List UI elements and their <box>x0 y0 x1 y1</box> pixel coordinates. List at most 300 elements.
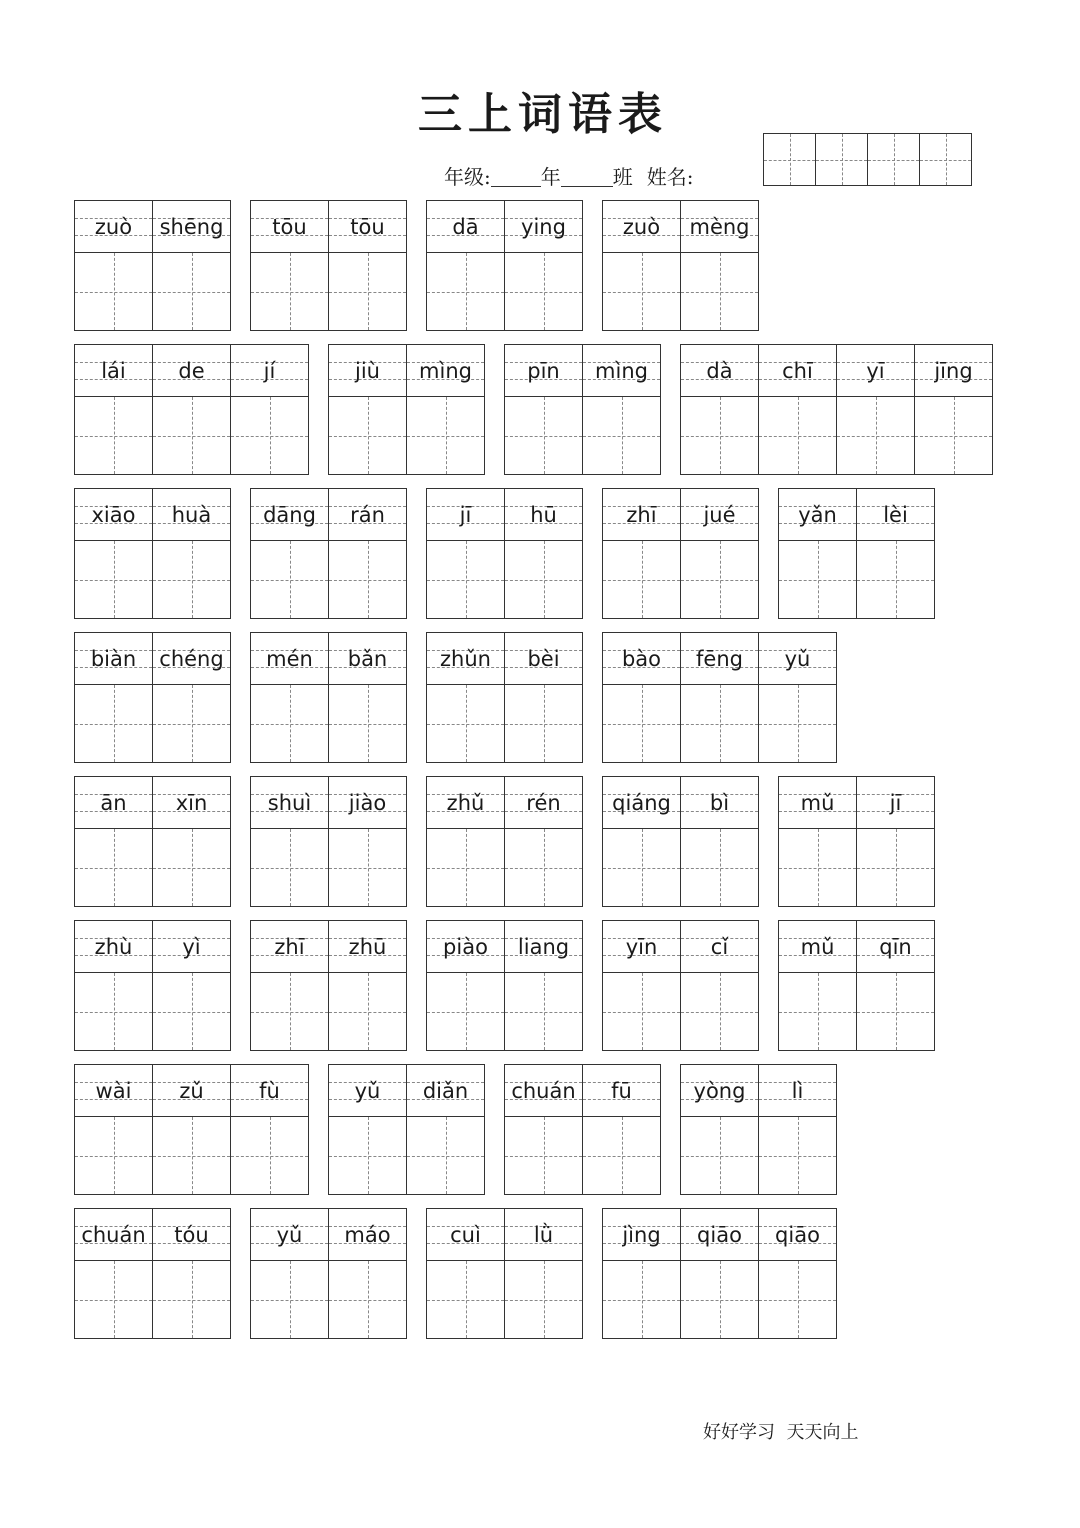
hanzi-writing-box[interactable] <box>505 1261 582 1338</box>
pinyin-box <box>75 1209 152 1261</box>
pinyin-text: yǔ <box>784 646 811 671</box>
pinyin-box <box>427 1209 504 1261</box>
pinyin-box <box>329 201 406 253</box>
pinyin-box <box>857 777 934 829</box>
hanzi-writing-box[interactable] <box>857 541 934 618</box>
character-cell <box>681 777 759 906</box>
character-cell <box>759 345 837 474</box>
pinyin-box <box>407 1065 484 1117</box>
hanzi-writing-box[interactable] <box>915 397 992 474</box>
hanzi-writing-box[interactable] <box>427 685 504 762</box>
hanzi-writing-box[interactable] <box>779 541 856 618</box>
hanzi-writing-box[interactable] <box>427 1261 504 1338</box>
hanzi-writing-box[interactable] <box>681 829 758 906</box>
pinyin-box <box>681 489 758 541</box>
hanzi-writing-box[interactable] <box>759 1261 836 1338</box>
student-info-row <box>444 158 694 192</box>
pinyin-box <box>407 345 484 397</box>
name-writing-grid[interactable] <box>763 133 972 186</box>
hanzi-writing-box[interactable] <box>251 253 328 330</box>
character-cell <box>759 1209 837 1338</box>
word-group <box>74 1064 309 1195</box>
pinyin-text: zhū <box>348 934 387 959</box>
word-row <box>74 920 935 1051</box>
hanzi-writing-box[interactable] <box>251 973 328 1050</box>
pinyin-text: shuì <box>267 790 312 815</box>
character-cell <box>427 921 505 1050</box>
pinyin-text: jiù <box>355 358 380 383</box>
pinyin-text: zhǔ <box>446 790 485 815</box>
pinyin-text: huà <box>171 502 212 527</box>
character-cell <box>75 489 153 618</box>
pinyin-box <box>329 489 406 541</box>
hanzi-writing-box[interactable] <box>681 1117 758 1194</box>
pinyin-box <box>603 777 680 829</box>
hanzi-writing-box[interactable] <box>603 1261 680 1338</box>
pinyin-text: chéng <box>159 646 224 671</box>
pinyin-box <box>153 633 230 685</box>
character-cell <box>251 633 329 762</box>
hanzi-writing-box[interactable] <box>603 253 680 330</box>
hanzi-writing-box[interactable] <box>153 829 230 906</box>
pinyin-box <box>505 633 582 685</box>
pinyin-text: jī <box>459 502 472 527</box>
hanzi-writing-box[interactable] <box>75 397 152 474</box>
character-cell <box>779 777 857 906</box>
pinyin-box <box>329 921 406 973</box>
hanzi-writing-box[interactable] <box>153 541 230 618</box>
footer-motto: 好好学习 天天向上 <box>703 1422 859 1443</box>
word-row <box>74 488 935 619</box>
class-blank[interactable] <box>561 164 613 187</box>
pinyin-box <box>427 201 504 253</box>
hanzi-writing-box[interactable] <box>759 397 836 474</box>
hanzi-writing-box[interactable] <box>407 1117 484 1194</box>
pinyin-box <box>75 1065 152 1117</box>
pinyin-text: yòng <box>693 1078 746 1103</box>
pinyin-text: shēng <box>159 214 224 239</box>
hanzi-writing-box[interactable] <box>329 1261 406 1338</box>
character-cell <box>505 1209 583 1338</box>
hanzi-writing-box[interactable] <box>329 829 406 906</box>
word-group <box>778 776 935 907</box>
word-group <box>680 1064 837 1195</box>
pinyin-box <box>153 345 230 397</box>
word-group <box>426 776 583 907</box>
word-group <box>74 200 231 331</box>
word-group <box>778 488 935 619</box>
hanzi-writing-box[interactable] <box>153 973 230 1050</box>
pinyin-box <box>915 345 992 397</box>
hanzi-writing-box[interactable] <box>251 685 328 762</box>
hanzi-writing-box[interactable] <box>251 829 328 906</box>
pinyin-text: ying <box>521 214 566 239</box>
pinyin-text: rán <box>350 502 385 527</box>
hanzi-writing-box[interactable] <box>603 685 680 762</box>
character-cell <box>75 777 153 906</box>
pinyin-box <box>779 921 856 973</box>
word-group <box>504 344 661 475</box>
hanzi-writing-box[interactable] <box>583 397 660 474</box>
pinyin-text: tōu <box>272 214 307 239</box>
pinyin-text: mèng <box>689 214 750 239</box>
pinyin-box <box>329 777 406 829</box>
character-cell <box>759 633 837 762</box>
character-cell <box>603 1209 681 1338</box>
pinyin-box <box>779 777 856 829</box>
character-cell <box>505 489 583 618</box>
word-group <box>328 1064 485 1195</box>
hanzi-writing-box[interactable] <box>75 1117 152 1194</box>
character-cell <box>427 201 505 330</box>
word-row <box>74 632 837 763</box>
hanzi-writing-box[interactable] <box>329 973 406 1050</box>
character-cell <box>251 921 329 1050</box>
pinyin-text: chī <box>782 358 813 383</box>
word-group <box>426 1208 583 1339</box>
character-cell <box>505 777 583 906</box>
pinyin-box <box>75 921 152 973</box>
character-cell <box>231 1065 309 1194</box>
character-cell <box>915 345 993 474</box>
pinyin-box <box>837 345 914 397</box>
pinyin-box <box>681 633 758 685</box>
pinyin-text: zuò <box>94 214 133 239</box>
character-cell <box>75 633 153 762</box>
pinyin-box <box>583 1065 660 1117</box>
pinyin-text: piào <box>443 934 488 959</box>
character-cell <box>603 921 681 1050</box>
character-cell <box>427 633 505 762</box>
word-group <box>602 632 837 763</box>
character-cell <box>681 633 759 762</box>
pinyin-box <box>153 777 230 829</box>
pinyin-text: zhù <box>94 934 133 959</box>
pinyin-box <box>251 921 328 973</box>
character-cell <box>153 345 231 474</box>
pinyin-box <box>427 633 504 685</box>
hanzi-writing-box[interactable] <box>75 973 152 1050</box>
character-cell <box>505 201 583 330</box>
character-cell <box>857 777 935 906</box>
character-cell <box>681 201 759 330</box>
character-cell <box>505 921 583 1050</box>
pinyin-text: ān <box>100 790 127 815</box>
hanzi-writing-box[interactable] <box>779 973 856 1050</box>
word-group <box>602 1208 837 1339</box>
character-cell <box>329 921 407 1050</box>
pinyin-box <box>153 1209 230 1261</box>
pinyin-text: mǔ <box>800 790 835 815</box>
hanzi-writing-box[interactable] <box>505 397 582 474</box>
hanzi-writing-box[interactable] <box>427 541 504 618</box>
character-cell <box>759 1065 837 1194</box>
grade-label: 年级: <box>444 164 491 189</box>
word-group <box>250 632 407 763</box>
hanzi-writing-box[interactable] <box>759 1117 836 1194</box>
word-group <box>602 776 759 907</box>
character-cell <box>603 633 681 762</box>
word-row <box>74 1064 837 1195</box>
word-group <box>328 344 485 475</box>
pinyin-box <box>603 201 680 253</box>
page-title: 三上词语表 <box>418 89 668 140</box>
hanzi-writing-box[interactable] <box>153 1261 230 1338</box>
pinyin-text: zhǔn <box>440 646 491 671</box>
pinyin-text: lì <box>791 1078 804 1103</box>
character-cell <box>779 489 857 618</box>
character-cell <box>603 489 681 618</box>
hanzi-writing-box[interactable] <box>603 829 680 906</box>
pinyin-text: chuán <box>81 1222 146 1247</box>
pinyin-text: jí <box>263 358 276 383</box>
hanzi-writing-box[interactable] <box>505 541 582 618</box>
pinyin-text: qiāo <box>775 1222 820 1247</box>
hanzi-writing-box[interactable] <box>505 829 582 906</box>
pinyin-text: wài <box>95 1078 132 1103</box>
hanzi-writing-box[interactable] <box>329 397 406 474</box>
pinyin-text: yǔ <box>354 1078 381 1103</box>
name-box[interactable] <box>816 134 868 185</box>
hanzi-writing-box[interactable] <box>603 541 680 618</box>
pinyin-box <box>505 489 582 541</box>
pinyin-text: de <box>178 358 205 383</box>
character-cell <box>505 1065 583 1194</box>
pinyin-text: bào <box>621 646 662 671</box>
hanzi-writing-box[interactable] <box>427 253 504 330</box>
character-cell <box>329 1209 407 1338</box>
word-group <box>250 776 407 907</box>
character-cell <box>153 1065 231 1194</box>
name-box[interactable] <box>868 134 920 185</box>
character-cell <box>75 1209 153 1338</box>
name-box[interactable] <box>764 134 816 185</box>
word-group <box>250 200 407 331</box>
hanzi-writing-box[interactable] <box>857 829 934 906</box>
pinyin-box <box>505 777 582 829</box>
pinyin-box <box>603 921 680 973</box>
pinyin-text: lǜ <box>533 1222 554 1247</box>
pinyin-box <box>681 345 758 397</box>
hanzi-writing-box[interactable] <box>603 973 680 1050</box>
pinyin-box <box>759 1209 836 1261</box>
pinyin-text: jué <box>703 502 736 527</box>
hanzi-writing-box[interactable] <box>251 541 328 618</box>
hanzi-writing-box[interactable] <box>681 253 758 330</box>
pinyin-text: hū <box>530 502 557 527</box>
character-cell <box>427 489 505 618</box>
pinyin-text: fēng <box>696 646 743 671</box>
name-box[interactable] <box>920 134 972 185</box>
character-cell <box>427 1209 505 1338</box>
pinyin-text: xīn <box>175 790 208 815</box>
pinyin-text: mén <box>266 646 313 671</box>
pinyin-box <box>251 777 328 829</box>
grade-blank[interactable] <box>491 164 541 187</box>
pinyin-box <box>251 1209 328 1261</box>
pinyin-text: rén <box>526 790 561 815</box>
hanzi-writing-box[interactable] <box>505 1117 582 1194</box>
word-row <box>74 200 759 331</box>
pinyin-box <box>75 777 152 829</box>
word-group <box>74 632 231 763</box>
hanzi-writing-box[interactable] <box>681 973 758 1050</box>
pinyin-text: fù <box>259 1078 280 1103</box>
pinyin-text: mǔ <box>800 934 835 959</box>
character-cell <box>153 1209 231 1338</box>
hanzi-writing-box[interactable] <box>407 397 484 474</box>
word-group <box>504 1064 661 1195</box>
pinyin-box <box>427 777 504 829</box>
hanzi-writing-box[interactable] <box>427 973 504 1050</box>
pinyin-box <box>329 345 406 397</box>
character-cell <box>329 1065 407 1194</box>
hanzi-writing-box[interactable] <box>427 829 504 906</box>
character-cell <box>153 489 231 618</box>
hanzi-writing-box[interactable] <box>759 685 836 762</box>
character-cell <box>681 489 759 618</box>
pinyin-text: zuò <box>622 214 661 239</box>
pinyin-text: pīn <box>527 358 560 383</box>
character-cell <box>251 489 329 618</box>
character-cell <box>583 1065 661 1194</box>
pinyin-box <box>681 921 758 973</box>
word-group <box>250 920 407 1051</box>
class-label: 班 <box>612 164 633 189</box>
pinyin-text: mìng <box>595 358 648 383</box>
hanzi-writing-box[interactable] <box>681 397 758 474</box>
hanzi-writing-box[interactable] <box>329 253 406 330</box>
pinyin-box <box>759 345 836 397</box>
name-label: 姓名: <box>646 164 694 189</box>
character-cell <box>407 345 485 474</box>
character-cell <box>329 345 407 474</box>
character-cell <box>329 201 407 330</box>
hanzi-writing-box[interactable] <box>837 397 914 474</box>
character-cell <box>681 1209 759 1338</box>
word-group <box>74 920 231 1051</box>
character-cell <box>153 921 231 1050</box>
pinyin-box <box>603 489 680 541</box>
word-group <box>426 632 583 763</box>
pinyin-text: chuán <box>511 1078 576 1103</box>
character-cell <box>329 489 407 618</box>
hanzi-writing-box[interactable] <box>329 541 406 618</box>
pinyin-text: lái <box>101 358 126 383</box>
word-row <box>74 1208 837 1339</box>
hanzi-writing-box[interactable] <box>681 685 758 762</box>
pinyin-text: yīn <box>625 934 658 959</box>
pinyin-box <box>759 1065 836 1117</box>
pinyin-box <box>681 1065 758 1117</box>
character-cell <box>857 489 935 618</box>
pinyin-text: tóu <box>174 1222 209 1247</box>
pinyin-text: diǎn <box>422 1078 469 1103</box>
character-cell <box>603 777 681 906</box>
hanzi-writing-box[interactable] <box>75 829 152 906</box>
pinyin-text: qiāo <box>697 1222 742 1247</box>
word-group <box>74 776 231 907</box>
hanzi-writing-box[interactable] <box>583 1117 660 1194</box>
hanzi-writing-box[interactable] <box>329 1117 406 1194</box>
pinyin-text: zǔ <box>179 1078 204 1103</box>
character-cell <box>329 633 407 762</box>
hanzi-writing-box[interactable] <box>681 1261 758 1338</box>
character-cell <box>153 777 231 906</box>
pinyin-box <box>427 489 504 541</box>
hanzi-writing-box[interactable] <box>505 253 582 330</box>
pinyin-text: qiáng <box>612 790 671 815</box>
hanzi-writing-box[interactable] <box>75 253 152 330</box>
pinyin-box <box>505 1209 582 1261</box>
word-group <box>426 200 583 331</box>
hanzi-writing-box[interactable] <box>153 253 230 330</box>
character-cell <box>681 921 759 1050</box>
character-cell <box>603 201 681 330</box>
hanzi-writing-box[interactable] <box>75 1261 152 1338</box>
hanzi-writing-box[interactable] <box>75 685 152 762</box>
hanzi-writing-box[interactable] <box>779 829 856 906</box>
pinyin-box <box>427 921 504 973</box>
pinyin-box <box>759 633 836 685</box>
hanzi-writing-box[interactable] <box>681 541 758 618</box>
hanzi-writing-box[interactable] <box>153 1117 230 1194</box>
character-cell <box>153 201 231 330</box>
hanzi-writing-box[interactable] <box>153 685 230 762</box>
pinyin-box <box>75 345 152 397</box>
hanzi-writing-box[interactable] <box>505 973 582 1050</box>
hanzi-writing-box[interactable] <box>505 685 582 762</box>
hanzi-writing-box[interactable] <box>329 685 406 762</box>
word-group <box>426 920 583 1051</box>
pinyin-text: bì <box>709 790 730 815</box>
pinyin-box <box>153 1065 230 1117</box>
pinyin-text: yǔ <box>276 1222 303 1247</box>
pinyin-box <box>505 345 582 397</box>
pinyin-box <box>583 345 660 397</box>
hanzi-writing-box[interactable] <box>153 397 230 474</box>
word-group <box>74 488 231 619</box>
character-cell <box>779 921 857 1050</box>
pinyin-box <box>251 201 328 253</box>
pinyin-box <box>75 489 152 541</box>
pinyin-box <box>681 1209 758 1261</box>
pinyin-text: fū <box>611 1078 632 1103</box>
character-cell <box>681 1065 759 1194</box>
pinyin-box <box>505 201 582 253</box>
character-cell <box>681 345 759 474</box>
pinyin-text: liang <box>517 934 570 959</box>
hanzi-writing-box[interactable] <box>857 973 934 1050</box>
hanzi-writing-box[interactable] <box>75 541 152 618</box>
pinyin-box <box>779 489 856 541</box>
hanzi-writing-box[interactable] <box>231 1117 308 1194</box>
character-cell <box>505 633 583 762</box>
hanzi-writing-box[interactable] <box>251 1261 328 1338</box>
character-cell <box>251 777 329 906</box>
hanzi-writing-box[interactable] <box>231 397 308 474</box>
word-group <box>250 488 407 619</box>
pinyin-text: lèi <box>883 502 908 527</box>
pinyin-text: dā <box>452 214 479 239</box>
character-cell <box>153 633 231 762</box>
pinyin-text: tōu <box>350 214 385 239</box>
pinyin-text: jiào <box>348 790 387 815</box>
word-group <box>74 344 309 475</box>
pinyin-box <box>505 921 582 973</box>
pinyin-text: yǎn <box>798 502 837 527</box>
pinyin-box <box>681 777 758 829</box>
